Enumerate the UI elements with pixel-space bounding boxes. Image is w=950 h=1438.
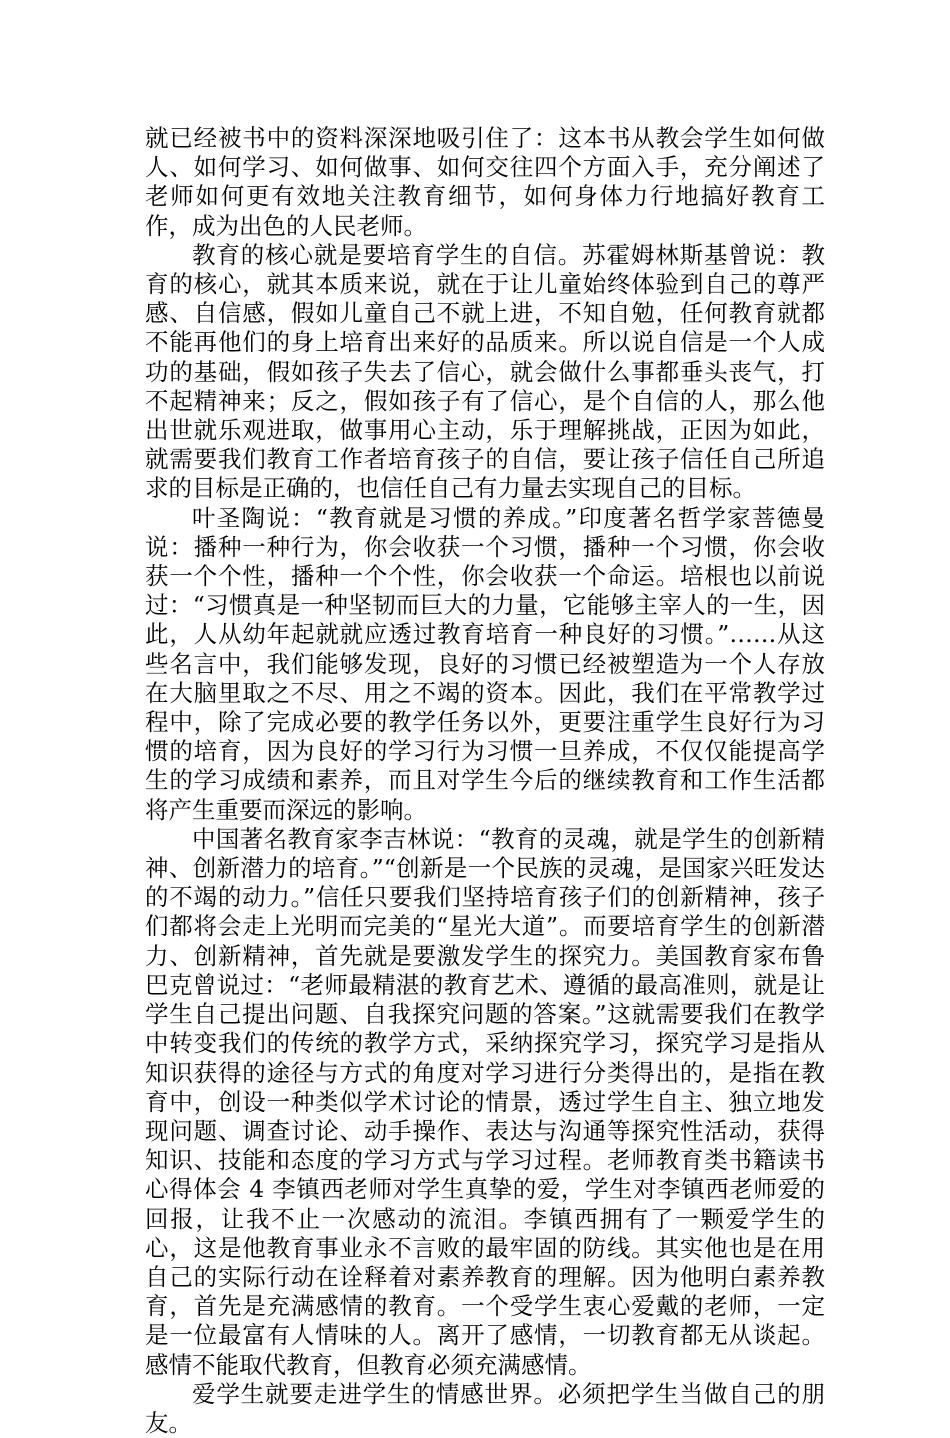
paragraph-self-confidence: 教育的核心就是要培育学生的自信。苏霍姆林斯基曾说：教育的核心，就其本质来说，就在于让儿童始终体验到自己的尊严感、自信感，假如儿童自己不就上进，不知自勉，任何教育就都不能再他们的身上培育出来好的品质来。所以说自信是一个人成功的基础，假如孩子失去了信心，就会做什么事都垂头丧气，打不起精神来；反之，假如孩子有了信心，是个自信的人，那么他出世就乐观进取，做事用心主动，乐于理解挑战，正因为如此，就需要我们教育工作者培育孩子的自信，要让孩子信任自己所追求的目标是正确的，也信任自己有力量去实现自己的目标。 — [145, 240, 825, 503]
paragraph-innovation: 中国著名教育家李吉林说：“教育的灵魂，就是学生的创新精神、创新潜力的培育。”“创新是一个民族的灵魂，是国家兴旺发达的不竭的动力。”信任只要我们坚持培育孩子们的创新精神，孩子们都将会走上光明而完美的“星光大道”。而要培育学生的创新潜力、创新精神，首先就是要激发学生的探究力。美国教育家布鲁巴克曾说过：“老师最精湛的教育艺术、遵循的最高准则，就是让学生自己提出问题、自我探究问题的答案。”这就需要我们在教学中转变我们的传统的教学方式，采纳探究学习，探究学习是指从知识获得的途径与方式的角度对学习进行分类得出的，是指在教育中，创设一种类似学术讨论的情景，透过学生自主、独立地发现问题、调查讨论、动手操作、表达与沟通等探究性活动，获得知识、技能和态度的学习方式与学习过程。老师教育类书籍读书心得体会 4 李镇西老师对学生真挚的爱，学生对李镇西老师爱的回报，让我不止一次感动的流泪。李镇西拥有了一颗爱学生的心，这是他教育事业永不言败的最牢固的防线。其实他也是在用自己的实际行动在诠释着对素养教育的理解。因为他明白素养教育，首先是充满感情的教育。一个受学生衷心爱戴的老师，一定是一位最富有人情味的人。离开了感情，一切教育都无从谈起。感情不能取代教育，但教育必须充满感情。 — [145, 824, 825, 1379]
paragraph-continuation: 就已经被书中的资料深深地吸引住了：这本书从教会学生如何做人、如何学习、如何做事、如何交往四个方面入手，充分阐述了老师如何更有效地关注教育细节，如何身体力行地搞好教育工作，成为出色的人民老师。 — [145, 124, 825, 240]
paragraph-habits: 叶圣陶说：“教育就是习惯的养成。”印度著名哲学家菩德曼说：播种一种行为，你会收获一个习惯，播种一个习惯，你会收获一个个性，播种一个个性，你会收获一个命运。培根也以前说过：“习惯真是一种坚韧而巨大的力量，它能够主宰人的一生，因此，人从幼年起就就应透过教育培育一种良好的习惯。”……从这些名言中，我们能够发现，良好的习惯已经被塑造为一个人存放在大脑里取之不尽、用之不竭的资本。因此，我们在平常教学过程中，除了完成必要的教学任务以外，更要注重学生良好行为习惯的培育，因为良好的学习行为习惯一旦养成，不仅仅能提高学生的学习成绩和素养，而且对学生今后的继续教育和工作生活都将产生重要而深远的影响。 — [145, 503, 825, 824]
paragraph-love-students: 爱学生就要走进学生的情感世界。必须把学生当做自己的朋友。 — [145, 1379, 825, 1437]
document-body — [145, 124, 825, 1438]
